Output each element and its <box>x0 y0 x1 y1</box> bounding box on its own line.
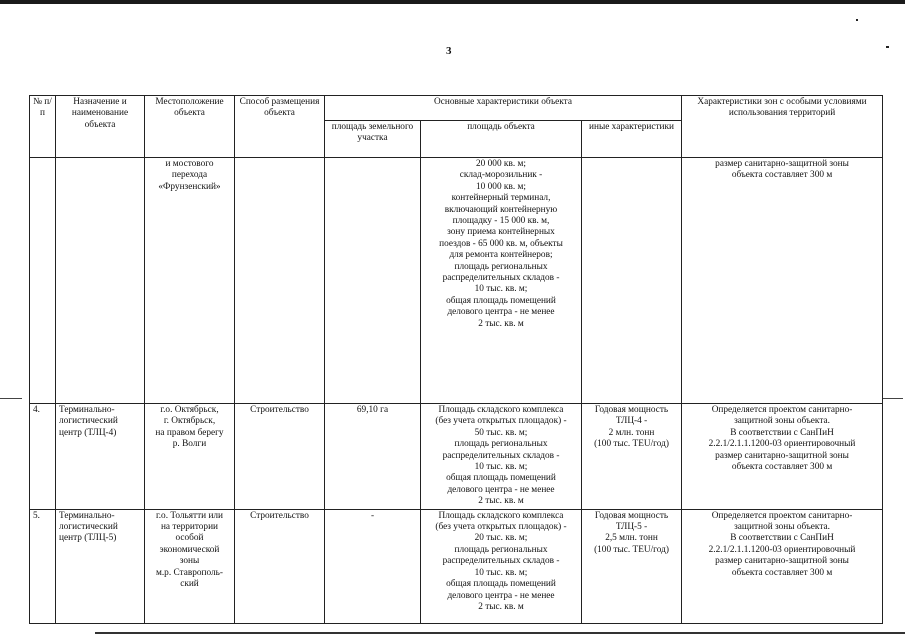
cell-land-area: 69,10 га <box>325 404 421 510</box>
cell-zones: размер санитарно-защитной зоны объекта составляет 300 м <box>682 158 883 404</box>
scan-top-border <box>0 0 905 4</box>
cell-location: и мостового перехода «Фрунзенский» <box>145 158 235 404</box>
cell-land-area <box>325 158 421 404</box>
header-num: № п/п <box>30 96 56 158</box>
cell-zones: Определяется проектом санитарно- защитной зоны объекта. В соответствии с СанПиН 2.2.1/2.1.1.1200-03 ориентировочный размер санитарно-защитной зоны объекта составляет 300 м <box>682 404 883 510</box>
header-method: Способ размещения объекта <box>235 96 325 158</box>
scan-margin-line <box>883 398 903 399</box>
cell-purpose: Терминально- логистический центр (ТЛЦ-4) <box>56 404 145 510</box>
header-location: Местоположение объекта <box>145 96 235 158</box>
cell-other <box>582 158 682 404</box>
cell-other: Годовая мощность ТЛЦ-4 - 2 млн. тонн (100 тыс. TEU/год) <box>582 404 682 510</box>
cell-num <box>30 158 56 404</box>
cell-land-area: - <box>325 509 421 623</box>
table-row <box>30 404 883 510</box>
cell-purpose: Терминально- логистический центр (ТЛЦ-5) <box>56 509 145 623</box>
cell-location: г.о. Октябрьск, г. Октябрьск, на правом берегу р. Волги <box>145 404 235 510</box>
table-row-continuation <box>30 158 883 404</box>
scan-speck <box>856 19 858 21</box>
cell-location: г.о. Тольятти или на территории особой экономической зоны м.р. Ставрополь- ский <box>145 509 235 623</box>
table-row <box>30 509 883 623</box>
objects-table <box>29 95 883 624</box>
scan-bottom-border <box>95 632 905 634</box>
header-land-area: площадь земельного участка <box>325 121 421 158</box>
cell-other: Годовая мощность ТЛЦ-5 - 2,5 млн. тонн (100 тыс. TEU/год) <box>582 509 682 623</box>
cell-num: 4. <box>30 404 56 510</box>
cell-object-area: Площадь складского комплекса (без учета открытых площадок) - 50 тыс. кв. м; площадь региональных распределительных складов - 10 тыс. кв. м; общая площадь помещений делового центра - не менее 2 тыс. кв. м <box>421 404 582 510</box>
cell-method: Строительство <box>235 509 325 623</box>
page-number: 3 <box>446 45 452 57</box>
header-main-characteristics: Основные характеристики объекта <box>325 96 682 121</box>
cell-object-area: Площадь складского комплекса (без учета открытых площадок) - 20 тыс. кв. м; площадь региональных распределительных складов - 10 тыс. кв. м; общая площадь помещений делового центра - не менее 2 тыс. кв. м <box>421 509 582 623</box>
cell-purpose <box>56 158 145 404</box>
scan-margin-line <box>0 398 22 399</box>
cell-object-area: 20 000 кв. м; склад-морозильник - 10 000 кв. м; контейнерный терминал, включающий контейнерную площадку - 15 000 кв. м, зону приема контейнерных поездов - 65 000 кв. м, объекты для ремонта контейнеров; площадь региональных распределительных складов - 10 тыс. кв. м; общая площадь помещений делового центра - не менее 2 тыс. кв. м <box>421 158 582 404</box>
table-header-row <box>30 96 883 121</box>
header-object-area: площадь объекта <box>421 121 582 158</box>
header-purpose: Назначение и наименование объекта <box>56 96 145 158</box>
header-other: иные характеристики <box>582 121 682 158</box>
cell-zones: Определяется проектом санитарно- защитной зоны объекта. В соответствии с СанПиН 2.2.1/2.1.1.1200-03 ориентировочный размер санитарно-защитной зоны объекта составляет 300 м <box>682 509 883 623</box>
header-zones: Характеристики зон с особыми условиями использования территорий <box>682 96 883 158</box>
cell-num: 5. <box>30 509 56 623</box>
scan-speck <box>886 46 889 48</box>
cell-method <box>235 158 325 404</box>
cell-method: Строительство <box>235 404 325 510</box>
